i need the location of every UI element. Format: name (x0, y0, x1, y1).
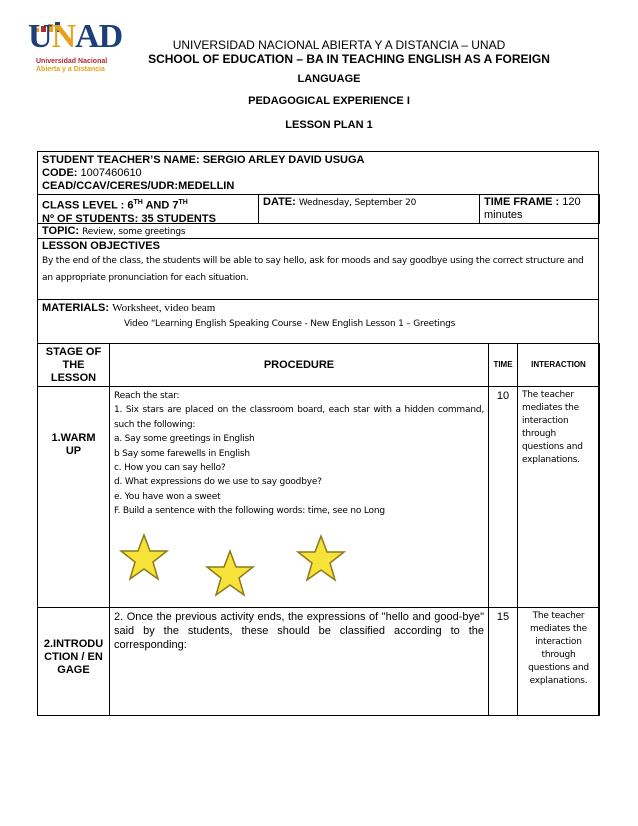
school-name: SCHOOL OF EDUCATION – BA IN TEACHING ENGLISH AS A FOREIGN (148, 52, 550, 66)
materials-line: MATERIALS: Worksheet, video beam (42, 302, 216, 314)
experience-title: PEDAGOGICAL EXPERIENCE I (248, 95, 410, 107)
procedure-warm-up (109, 386, 489, 608)
procedure-line: a. Say some greetings in English (114, 434, 255, 445)
materials-cell (37, 299, 599, 344)
header-time: TIME (488, 343, 518, 387)
number-of-students: Nº OF STUDENTS: 35 STUDENTS (42, 212, 216, 224)
interaction-warm-up: The teacher mediates the interaction through questions and explanations. (517, 386, 600, 608)
materials-video: Video “Learning English Speaking Course - New English Lesson 1 – Greetings (124, 319, 456, 329)
lesson-plan-title: LESSON PLAN 1 (285, 119, 373, 131)
stage-introduction: 2.INTRODUCTION / ENGAGE (37, 607, 110, 716)
star-icon (205, 549, 255, 597)
student-info-cell (37, 151, 599, 195)
star-icon (119, 533, 169, 581)
date-value: Wednesday, September 20 (298, 198, 417, 208)
university-name: UNIVERSIDAD NACIONAL ABIERTA Y A DISTANCIA – UNAD (172, 38, 506, 52)
objectives-label: LESSON OBJECTIVES (42, 240, 160, 252)
header-interaction: INTERACTION (517, 343, 600, 387)
objectives-cell (37, 238, 599, 300)
procedure-line: F. Build a sentence with the following words: time, see no Long (114, 506, 385, 517)
class-level: CLASS LEVEL : 6TH AND 7TH (42, 199, 188, 212)
procedure-line: d. What expressions do we use to say goodbye? (114, 477, 322, 488)
objectives-text: By the end of the class, the students will be able to say hello, ask for moods and say goodbye using the correct structure and an appropriate pronunciation for each situation. (42, 256, 584, 283)
date-cell: DATE: Wednesday, September 20 (258, 194, 480, 224)
procedure-line: 1. Six stars are placed on the classroom board, each star with a hidden command, such the following: (114, 405, 484, 430)
procedure-line: Reach the star: (114, 391, 180, 401)
student-teacher-name: STUDENT TEACHER’S NAME: SERGIO ARLEY DAVID USUGA (42, 154, 365, 166)
topic-cell: TOPIC: Review, some greetings (37, 223, 599, 239)
lesson-plan-table (37, 151, 599, 716)
code-line: CODE: 1007460610 (42, 167, 142, 179)
logo-word: UNAD (28, 18, 123, 55)
time-frame-value: 120 minutes (484, 196, 581, 221)
procedure-line: b Say some farewells in English (114, 448, 250, 459)
time-introduction: 15 (488, 607, 518, 716)
procedure-introduction: 2. Once the previous activity ends, the expressions of "hello and good-bye" said by the students, these should be classified according to the corresponding: (109, 607, 489, 716)
stage-warm-up: 1.WARM UP (37, 386, 110, 608)
header-stage: STAGE OF THE LESSON (37, 343, 110, 387)
cead-line: CEAD/CCAV/CERES/UDR:MEDELLIN (42, 180, 235, 192)
procedure-line: e. You have won a sweet (114, 491, 221, 502)
star-icon (296, 534, 346, 582)
header-procedure: PROCEDURE (109, 343, 489, 387)
logo-subtitle: Universidad Nacional Abierta y a Distancia (36, 58, 108, 73)
class-level-cell (37, 194, 259, 224)
procedure-line: c. How you can say hello? (114, 463, 226, 474)
time-warm-up: 10 (488, 386, 518, 608)
time-frame-cell: TIME FRAME : 120 minutes (479, 194, 600, 224)
interaction-introduction: The teacher mediates the interaction through questions and explanations. (517, 607, 600, 716)
topic-value: Review, some greetings (82, 227, 186, 237)
language-line: LANGUAGE (297, 73, 361, 85)
